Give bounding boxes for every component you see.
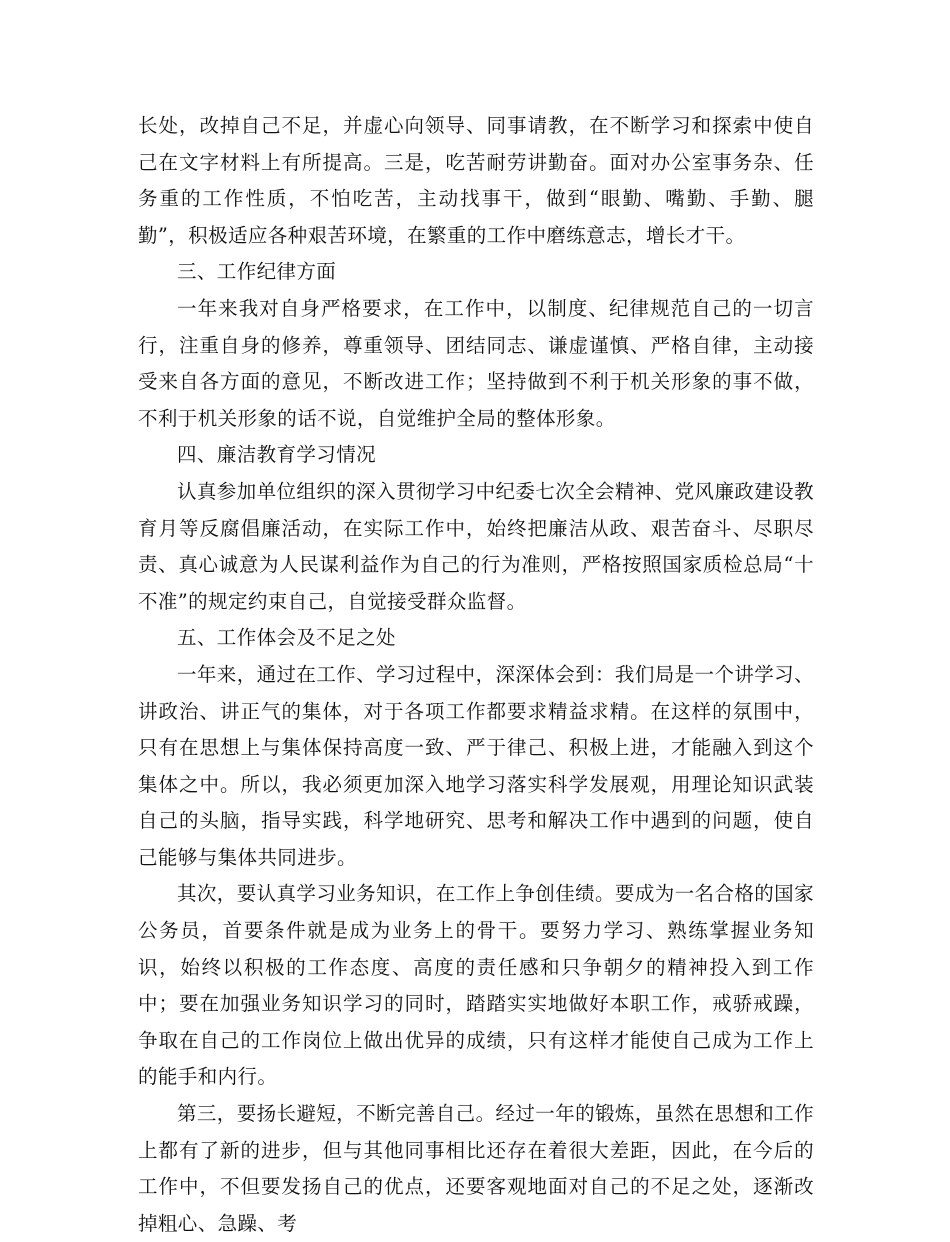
section-heading-integrity-education: 四、廉洁教育学习情况 [177, 443, 377, 467]
paragraph-self-improvement: 第三，要扬长避短，不断完善自己。经过一年的锻炼，虽然在思想和工作上都有了新的进步，但与其他同事相比还存在着很大差距，因此，在今后的工作中，不但要发扬自己的优点，还要客观地面对自己的不足之处，逐渐改掉粗心、急躁、考 [138, 1102, 814, 1235]
section-heading-work-discipline: 三、工作纪律方面 [177, 260, 337, 284]
paragraph-work-discipline: 一年来我对自身严格要求，在工作中，以制度、纪律规范自己的一切言行，注重自身的修养，尊重领导、团结同志、谦虚谨慎、严格自律，主动接受来自各方面的意见，不断改进工作；坚持做到不利于机关形象的事不做，不利于机关形象的话不说，自觉维护全局的整体形象。 [138, 296, 814, 430]
paragraph-continuation: 长处，改掉自己不足，并虚心向领导、同事请教，在不断学习和探索中使自己在文字材料上有所提高。三是，吃苦耐劳讲勤奋。面对办公室事务杂、任务重的工作性质，不怕吃苦，主动找事干，做到“眼勤、嘴勤、手勤、腿勤”，积极适应各种艰苦环境，在繁重的工作中磨练意志，增长才干。 [138, 114, 814, 247]
document-body [138, 108, 814, 1242]
paragraph-business-knowledge: 其次，要认真学习业务知识，在工作上争创佳绩。要成为一名合格的国家公务员，首要条件就是成为业务上的骨干。要努力学习、熟练掌握业务知识，始终以积极的工作态度、高度的责任感和只争朝夕的精神投入到工作中；要在加强业务知识学习的同时，踏踏实实地做好本职工作，戒骄戒躁，争取在自己的工作岗位上做出优异的成绩，只有这样才能使自己成为工作上的能手和内行。 [138, 882, 814, 1089]
paragraph-experience: 一年来，通过在工作、学习过程中，深深体会到：我们局是一个讲学习、讲政治、讲正气的集体，对于各项工作都要求精益求精。在这样的氛围中，只有在思想上与集体保持高度一致、严于律己、积极上进，才能融入到这个集体之中。所以，我必须更加深入地学习落实科学发展观，用理论知识武装自己的头脑，指导实践，科学地研究、思考和解决工作中遇到的问题，使自己能够与集体共同进步。 [138, 662, 814, 869]
paragraph-integrity-education: 认真参加单位组织的深入贯彻学习中纪委七次全会精神、党风廉政建设教育月等反腐倡廉活动，在实际工作中，始终把廉洁从政、艰苦奋斗、尽职尽责、真心诚意为人民谋利益作为自己的行为准则，严格按照国家质检总局“十不准”的规定约束自己，自觉接受群众监督。 [138, 479, 814, 613]
section-heading-experience-shortcomings: 五、工作体会及不足之处 [177, 626, 396, 650]
